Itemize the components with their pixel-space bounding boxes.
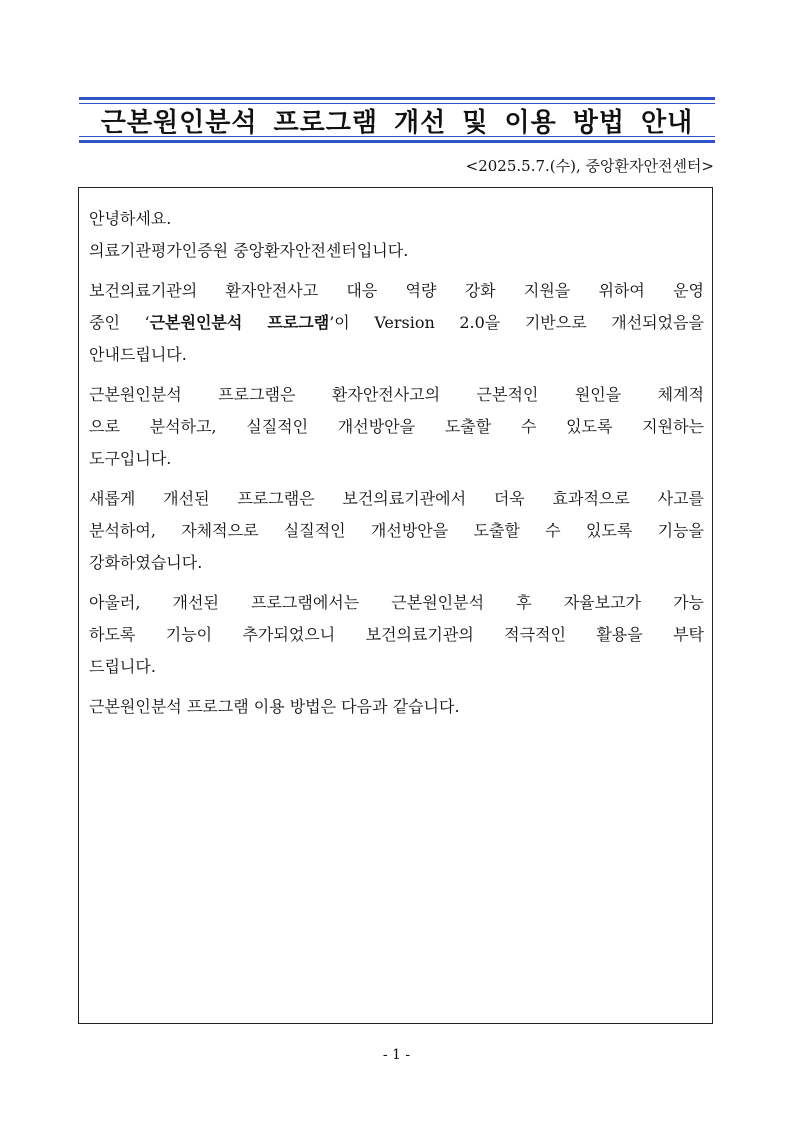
document-title: 근본원인분석 프로그램 개선 및 이용 방법 안내 <box>100 107 694 138</box>
paragraph-line: 보건의료기관의 환자안전사고 대응 역량 강화 지원을 위하여 운영 <box>89 281 704 300</box>
paragraph-line: 으로 분석하고, 실질적인 개선방안을 도출할 수 있도록 지원하는 <box>89 417 704 436</box>
notice-content-box <box>78 187 713 1024</box>
paragraph-line: 강화하였습니다. <box>89 553 203 572</box>
page-number: - 1 - <box>382 1047 411 1063</box>
paragraph-line: 새롭게 개선된 프로그램은 보건의료기관에서 더욱 효과적으로 사고를 <box>89 489 704 508</box>
paragraph-voluntary-reporting <box>89 587 704 683</box>
paragraph-program-improvement <box>89 275 704 371</box>
paragraph-line: 분석하여, 자체적으로 실질적인 개선방안을 도출할 수 있도록 기능을 <box>89 521 704 540</box>
paragraph-enhanced-features <box>89 483 704 579</box>
paragraph-line: 드립니다. <box>89 657 156 676</box>
paragraph-line: 근본원인분석 프로그램은 환자안전사고의 근본적인 원인을 체계적 <box>89 385 704 404</box>
paragraph-line: 중인 ‘근본원인분석 프로그램’이 Version 2.0을 기반으로 개선되었음을 <box>89 313 704 332</box>
paragraph-usage-intro <box>89 691 704 723</box>
greeting-line-1: 안녕하세요. <box>89 209 172 228</box>
program-name-emphasis: 근본원인분석 프로그램 <box>149 313 330 332</box>
paragraph-line: 근본원인분석 프로그램 이용 방법은 다음과 같습니다. <box>89 697 460 716</box>
title-banner <box>79 97 715 143</box>
paragraph-program-description <box>89 379 704 475</box>
paragraph-line: 안내드립니다. <box>89 345 187 364</box>
paragraph-line: 하도록 기능이 추가되었으니 보건의료기관의 적극적인 활용을 부탁 <box>89 625 704 644</box>
paragraph-line: 아울러, 개선된 프로그램에서는 근본원인분석 후 자율보고가 가능 <box>89 593 704 612</box>
paragraph-line: 도구입니다. <box>89 449 172 468</box>
greeting-line-2: 의료기관평가인증원 중앙환자안전센터입니다. <box>89 241 409 260</box>
date-line: <2025.5.7.(수), 중앙환자안전센터> <box>465 157 714 175</box>
